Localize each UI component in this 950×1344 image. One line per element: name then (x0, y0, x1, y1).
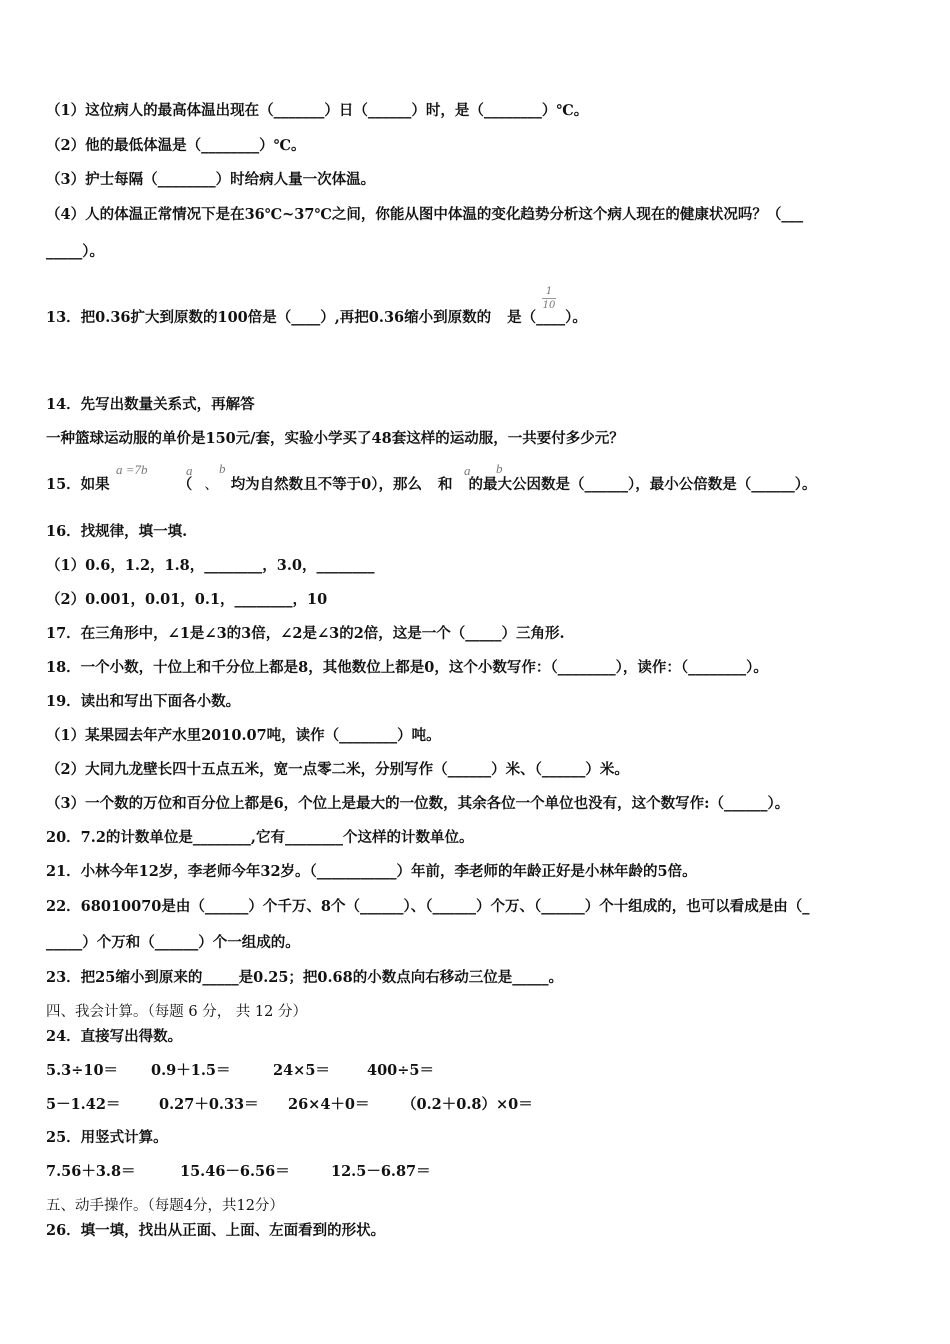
question-20: 20．7.2的计数单位是________,它有________个这样的计数单位。 (46, 829, 474, 846)
q24-item-2: 0.9＋1.5＝ (151, 1062, 231, 1079)
q15-var-b2: b (496, 461, 503, 476)
q19-part1: （1）某果园去年产水里2010.07吨，读作（________）吨。 (46, 727, 441, 744)
q24-item-5: 5－1.42＝ (46, 1096, 121, 1113)
q25-item-1: 7.56＋3.8＝ (46, 1163, 136, 1180)
fraction-bar (542, 298, 556, 299)
question-23: 23．把25缩小到原来的_____是0.25；把0.68的小数点向右移动三位是_____。 (46, 969, 563, 986)
q16-part2: （2）0.001，0.01，0.1，________，10 (46, 591, 328, 608)
section-4-heading: 四、我会计算。（每题 6 分， 共 12 分） (46, 1004, 307, 1020)
q25-title: 25．用竖式计算。 (46, 1129, 168, 1146)
q25-item-2: 15.46－6.56＝ (180, 1163, 290, 1180)
q14-body: 一种篮球运动服的单价是150元/套，实验小学买了48套这样的运动服，一共要付多少元？ (46, 430, 624, 447)
question-13 (46, 308, 587, 328)
question-15 (46, 475, 817, 495)
q16-title: 16．找规律，填一填. (46, 523, 188, 540)
q13-text-b: 是（____）。 (507, 309, 587, 326)
q16-part1: （1）0.6，1.2，1.8，________，3.0，________ (46, 557, 375, 574)
q15-equation: a =7b (116, 462, 148, 477)
fraction-one-tenth (542, 286, 556, 311)
q24-item-4: 400÷5＝ (367, 1062, 435, 1079)
q15-t5: 的最大公因数是（______），最小公倍数是（______）。 (468, 476, 817, 493)
q12-part1: （1）这位病人的最高体温出现在（_______）日（______）时，是（________）℃。 (46, 102, 589, 119)
q14-title: 14．先写出数量关系式，再解答 (46, 396, 255, 413)
q22-line2: _____）个万和（______）个一组成的。 (46, 934, 300, 951)
q22-line1: 22．68010070是由（______）个千万、8个（______）、（______）个万、（______）个十组成的，也可以看成是由（_ (46, 898, 810, 915)
q24-title: 24．直接写出得数。 (46, 1028, 183, 1045)
fraction-denominator: 10 (542, 300, 556, 311)
q24-item-7: 26×4＋0＝ (288, 1096, 370, 1113)
q19-part2: （2）大同九龙壁长四十五点五米，宽一点零二米，分别写作（______）米、（______）米。 (46, 761, 629, 778)
q24-item-6: 0.27＋0.33＝ (159, 1096, 259, 1113)
fraction-numerator: 1 (545, 286, 553, 297)
question-17: 17．在三角形中，∠1是∠3的3倍，∠2是∠3的2倍，这是一个（_____）三角形. (46, 625, 565, 642)
question-21: 21．小林今年12岁，李老师今年32岁。（___________）年前，李老师的年龄正好是小林年龄的5倍。 (46, 863, 697, 880)
section-5-heading: 五、动手操作。（每题4分，共12分） (46, 1198, 284, 1214)
question-26: 26．填一填，找出从正面、上面、左面看到的形状。 (46, 1222, 386, 1239)
q19-part3: （3）一个数的万位和百分位上都是6，个位上是最大的一位数，其余各位一个单位也没有，这个数写作:（______）。 (46, 795, 790, 812)
q12-part2: （2）他的最低体温是（________）℃。 (46, 137, 306, 154)
q24-item-1: 5.3÷10＝ (46, 1062, 119, 1079)
question-18: 18．一个小数，十位上和千分位上都是8，其他数位上都是0，这个小数写作：（________），读作：（________）。 (46, 659, 768, 676)
q15-t1: 15．如果 (46, 476, 110, 493)
q15-var-a2: a (464, 463, 471, 478)
q25-item-3: 12.5－6.87＝ (331, 1163, 431, 1180)
q12-part4-line1: （4）人的体温正常情况下是在36℃~37℃之间，你能从图中体温的变化趋势分析这个病人现在的健康状况吗？（___ (46, 206, 804, 223)
q19-title: 19．读出和写出下面各小数。 (46, 693, 241, 710)
q12-part3: （3）护士每隔（________）时给病人量一次体温。 (46, 171, 376, 188)
q24-item-3: 24×5＝ (273, 1062, 330, 1079)
q15-t3: 均为自然数且不等于0），那么 (230, 476, 423, 493)
q15-t4: 和 (438, 476, 453, 493)
q12-part4-line2: _____）。 (46, 243, 104, 260)
q24-item-8: （0.2＋0.8）×0＝ (402, 1096, 533, 1113)
q13-text-a: 13．把0.36扩大到原数的100倍是（____）,再把0.36缩小到原数的 (46, 309, 492, 326)
q15-t2: （ (177, 476, 193, 493)
q15-var-b1: b (219, 461, 226, 476)
q15-sep: 、 (204, 477, 219, 493)
q15-var-a1: a (186, 463, 193, 478)
